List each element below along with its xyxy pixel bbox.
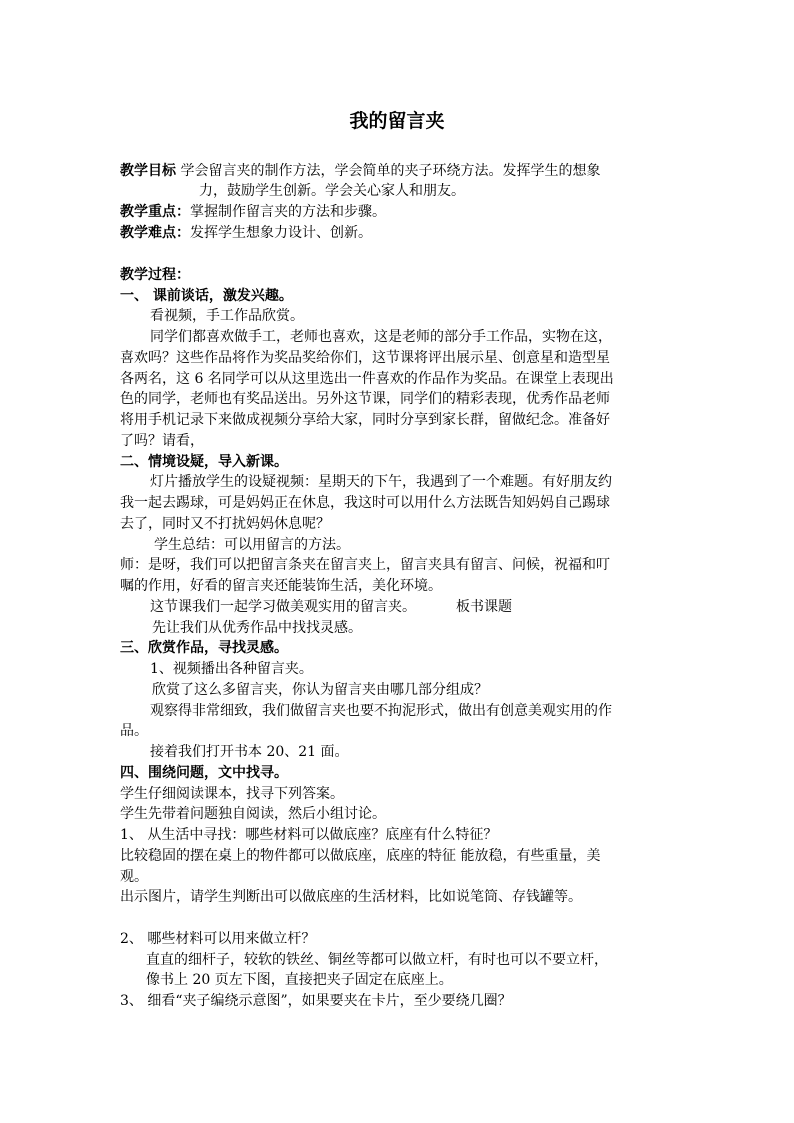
section-2-p3-line: 嘱的作用，好看的留言夹还能装饰生活，美化环境。	[120, 578, 442, 594]
section-3-p1: 1、视频播出各种留言夹。	[150, 661, 313, 677]
section-1-p2-line: 喜欢吗？这些作品将作为奖品奖给你们，这节课将评出展示星、创意星和造型星	[120, 350, 610, 366]
section-3-heading: 三、欣赏作品，寻找灵感。	[120, 640, 288, 656]
answer-1-line: 比较稳固的摆在桌上的物件都可以做底座，底座的特征 能放稳，有些重量，美	[120, 848, 601, 864]
process-label: 教学过程：	[120, 267, 190, 283]
section-1-p2-line: 将用手机记录下来做成视频分享给大家，同时分享到家长群，留做纪念。准备好	[120, 412, 610, 428]
key-point-label: 教学重点：	[120, 204, 190, 220]
question-3: 3、 细看“夹子编绕示意图”，如果要夹在卡片，至少要绕几圈？	[120, 993, 512, 1009]
difficulty-line	[120, 224, 372, 242]
section-1-p2-line: 色的同学，老师也有奖品送出。另外这节课，同学们的精彩表现，优秀作品老师	[120, 391, 610, 407]
section-2-p4	[150, 598, 512, 616]
section-2-p1-line: 去了，同时又不打扰妈妈休息呢？	[120, 516, 330, 532]
section-2-heading: 二、情境设疑，导入新课。	[120, 454, 288, 470]
section-3-p3-line: 观察得非常细致，我们做留言夹也要不拘泥形式，做出有创意美观实用的作	[150, 703, 612, 719]
answer-2-line: 直直的细杆子，较软的铁丝、铜丝等都可以做立杆，有时也可以不要立杆，	[146, 952, 608, 968]
document-title: 我的留言夹	[349, 110, 445, 132]
section-2-p2: 学生总结：可以用留言的方法。	[154, 537, 350, 553]
objectives-label: 教学目标	[120, 163, 176, 179]
section-3-p2: 欣赏了这么多留言夹，你认为留言夹由哪几部分组成？	[152, 682, 488, 698]
board-title-note: 板书课题	[456, 599, 512, 615]
section-4-p1: 学生仔细阅读课本，找寻下列答案。	[120, 786, 344, 802]
section-4-heading: 四、围绕问题，文中找寻。	[120, 765, 288, 781]
section-1-p1: 看视频，手工作品欣赏。	[150, 308, 304, 324]
difficulty-label: 教学难点：	[120, 225, 190, 241]
objectives-line-1	[120, 162, 600, 180]
section-2-p4-text: 这节课我们一起学习做美观实用的留言夹。	[150, 599, 416, 615]
section-1-heading: 一、 课前谈话，激发兴趣。	[120, 288, 293, 304]
section-4-p2: 学生先带着问题独自阅读，然后小组讨论。	[120, 806, 386, 822]
question-1: 1、 从生活中寻找：哪些材料可以做底座？底座有什么特征？	[120, 827, 498, 843]
section-3-p3-line: 品。	[120, 723, 148, 739]
section-1-p2-line: 各两名，这 6 名同学可以从这里选出一件喜欢的作品作为奖品。在课堂上表现出	[120, 371, 614, 387]
section-1-p2-line: 了吗？请看，	[120, 433, 204, 449]
question-2: 2、 哪些材料可以用来做立杆？	[120, 931, 316, 947]
key-point-line	[120, 203, 386, 221]
answer-2-line: 像书上 20 页左下图，直接把夹子固定在底座上。	[146, 972, 453, 988]
answer-1-line: 观。	[120, 869, 148, 885]
key-point-text: 掌握制作留言夹的方法和步骤。	[190, 204, 386, 220]
objectives-text-1: 学会留言夹的制作方法，学会简单的夹子环绕方法。发挥学生的想象	[180, 163, 601, 179]
section-2-p1-line: 灯片播放学生的设疑视频：星期天的下午，我遇到了一个难题。有好朋友约	[150, 474, 612, 490]
difficulty-text: 发挥学生想象力设计、创新。	[190, 225, 372, 241]
section-3-p4: 接着我们打开书本 20、21 面。	[150, 744, 349, 760]
objectives-text-2: 力，鼓励学生创新。学会关心家人和朋友。	[199, 183, 465, 199]
answer-1b: 出示图片，请学生判断出可以做底座的生活材料，比如说笔筒、存钱罐等。	[120, 889, 582, 905]
section-2-p5: 先让我们从优秀作品中找找灵感。	[152, 620, 362, 636]
section-2-p1-line: 我一起去踢球，可是妈妈正在休息，我这时可以用什么方法既告知妈妈自己踢球	[120, 495, 610, 511]
section-2-p3-line: 师：是呀，我们可以把留言条夹在留言夹上，留言夹具有留言、问候，祝福和叮	[120, 557, 610, 573]
section-1-p2-line: 同学们都喜欢做手工，老师也喜欢，这是老师的部分手工作品，实物在这，	[150, 329, 612, 345]
